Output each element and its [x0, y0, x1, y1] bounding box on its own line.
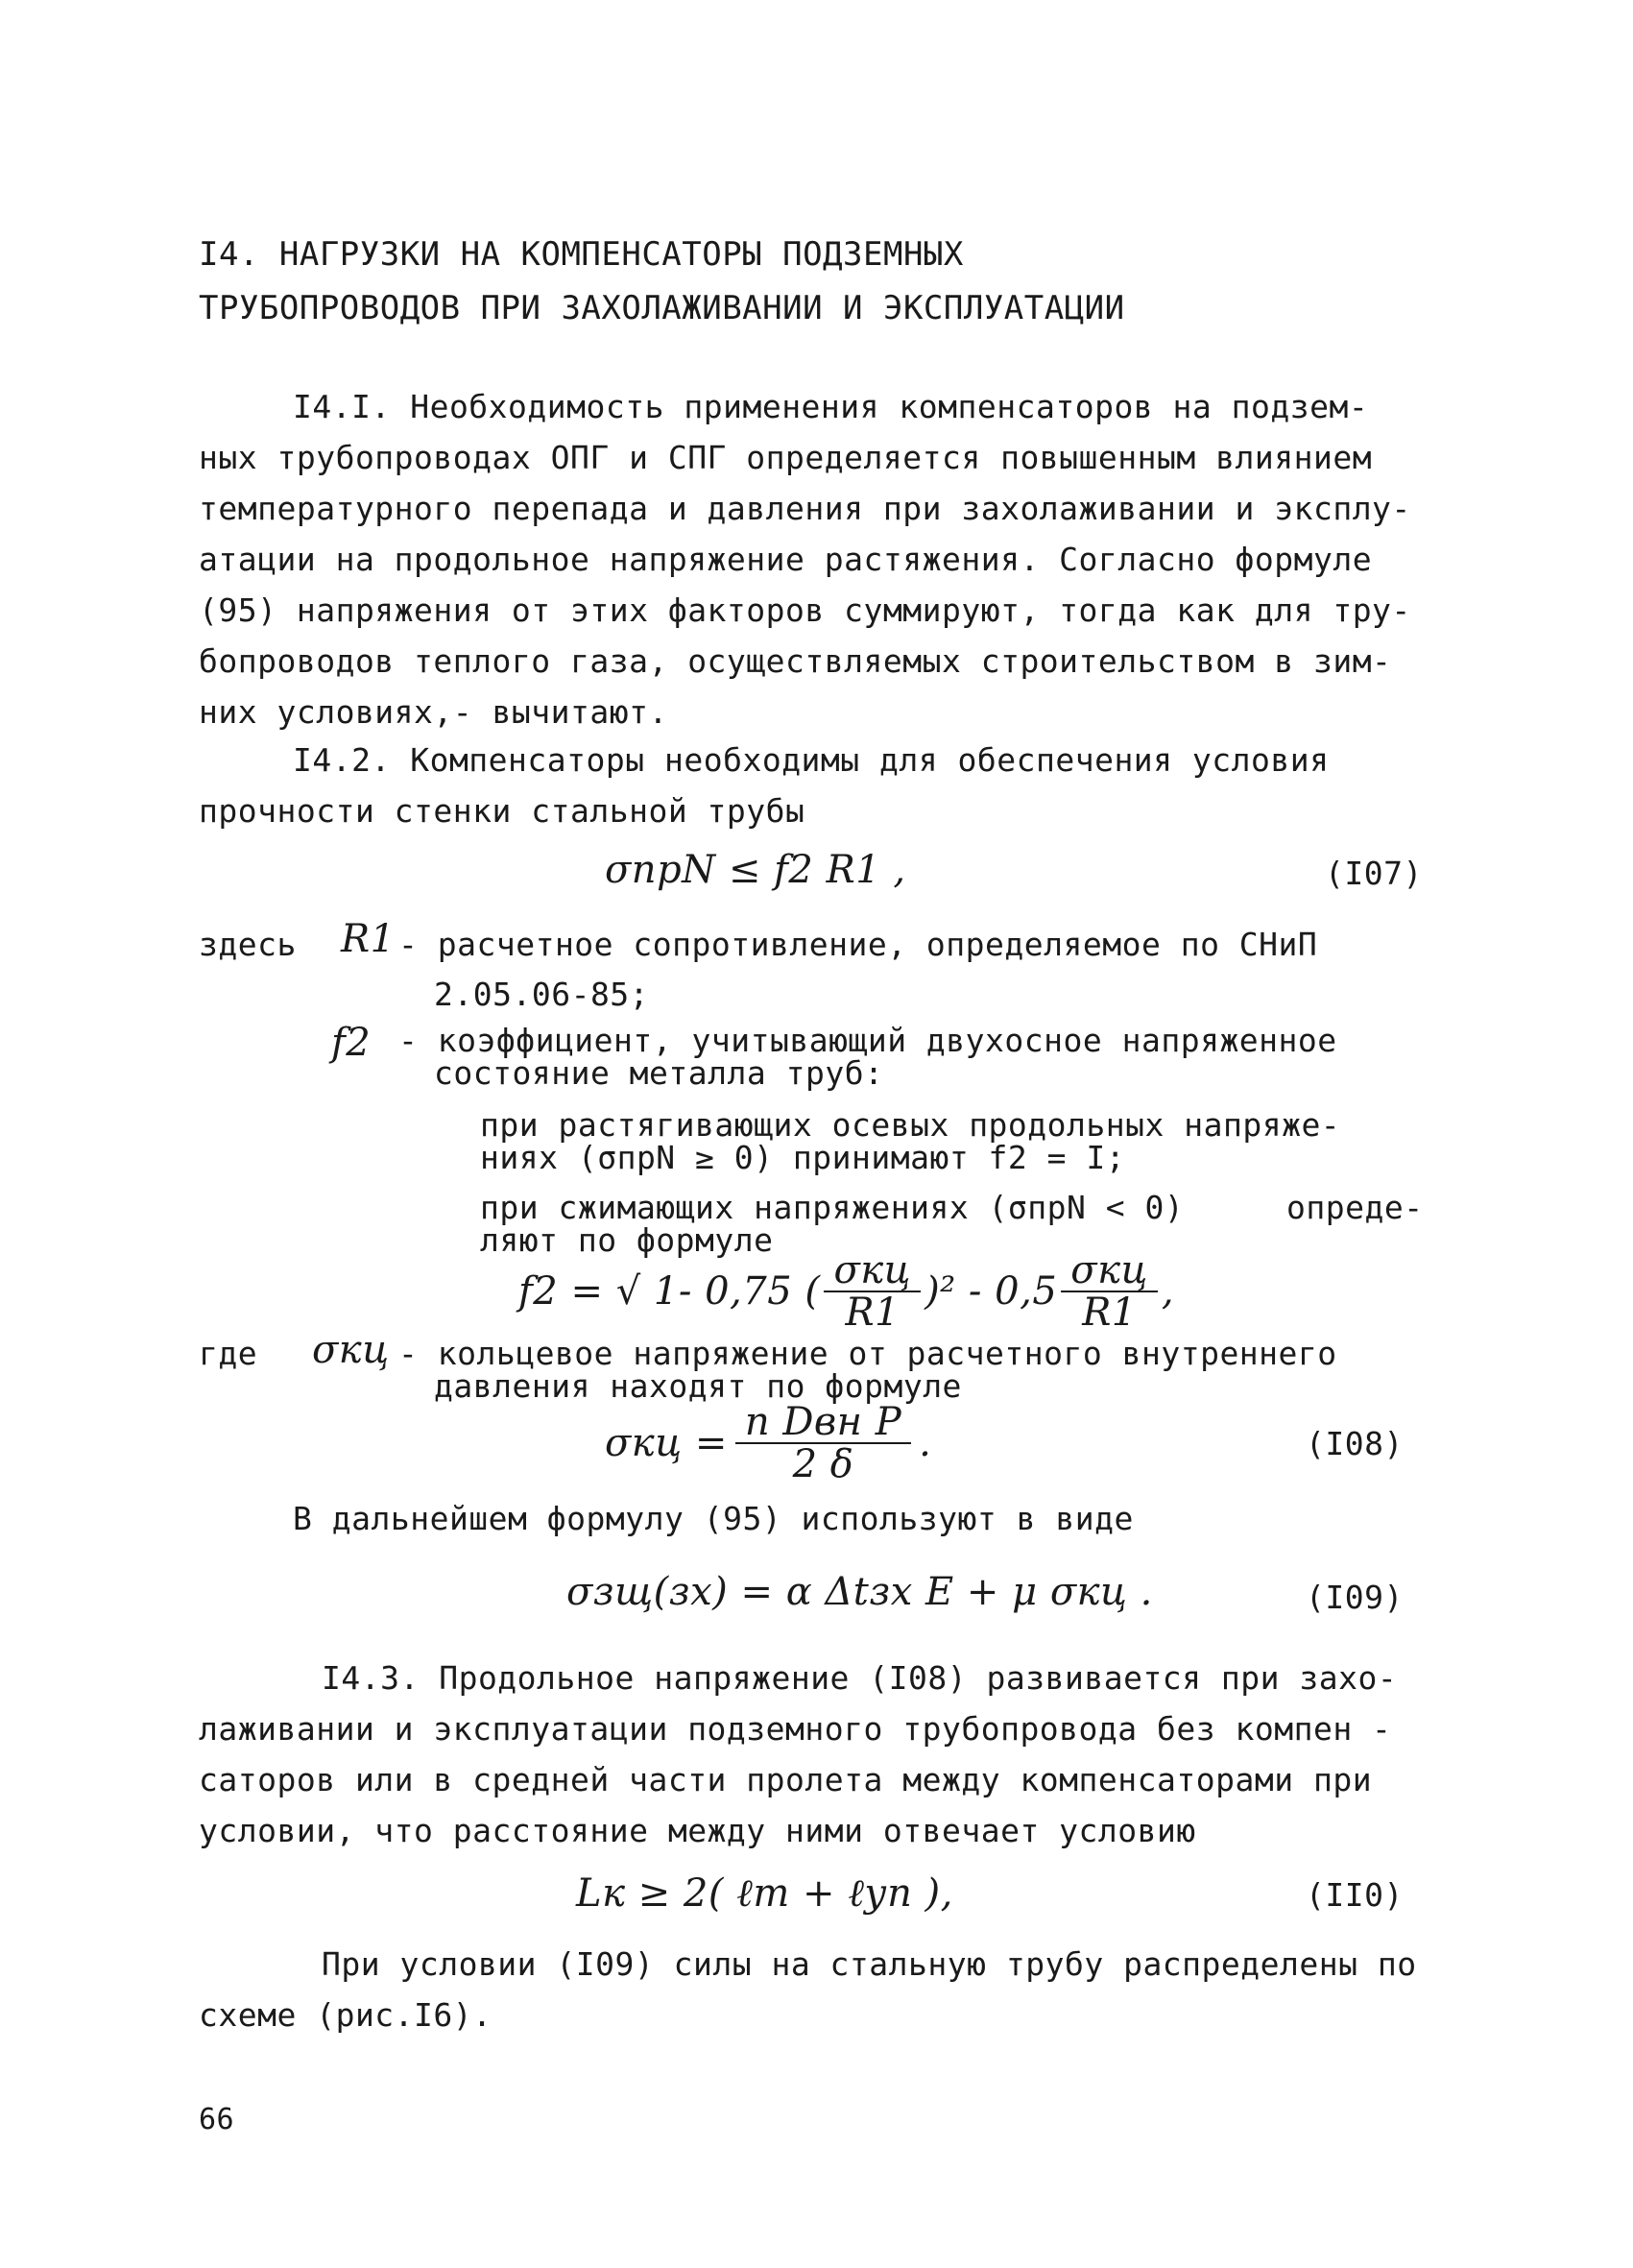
paragraph-last-line: При условии (I09) силы на стальную трубу распределены по — [322, 1945, 1417, 1983]
f2-symbol: f2 — [331, 1021, 372, 1065]
formula-f2-end: , — [1161, 1269, 1175, 1314]
paragraph-14-2-line: I4.2. Компенсаторы необходимы для обеспечения условия — [293, 741, 1330, 779]
paragraph-last-line: схеме (рис.I6). — [199, 1996, 492, 2034]
formula-110: Lк ≥ 2( ℓm + ℓуп ), — [576, 1871, 953, 1916]
page-number: 66 — [199, 2103, 235, 2136]
r1-symbol: R1 — [341, 917, 396, 961]
tension-condition: при растягивающих осевых продольных напряже- — [480, 1106, 1341, 1144]
paragraph-14-1-line: ных трубопроводах ОПГ и СПГ определяется повышенным влиянием — [199, 439, 1373, 476]
r1-definition: - расчетное сопротивление, определяемое по СНиП — [398, 926, 1318, 963]
fraction-denominator: R1 — [1082, 1291, 1137, 1335]
formula-f2-mid: )² - 0,5 — [925, 1269, 1058, 1314]
formula-107: σпрN ≤ f2 R1 , — [605, 848, 906, 892]
formula-f2-fraction-2 — [1061, 1250, 1158, 1333]
paragraph-14-1-line: температурного перепада и давления при захолаживании и эксплу- — [199, 490, 1411, 527]
compression-condition: при сжимающих напряжениях (σпрN < 0) — [480, 1189, 1185, 1226]
paragraph-14-3-line: лаживании и эксплуатации подземного трубопровода без компен - — [199, 1710, 1392, 1748]
r1-definition-cont: 2.05.06-85; — [434, 976, 650, 1013]
formula-108-end: . — [919, 1421, 932, 1465]
tension-condition-cont: ниях (σпрN ≥ 0) принимают f2 = I; — [480, 1139, 1126, 1176]
paragraph-14-3-line: условии, что расстояние между ними отвечает условию — [199, 1812, 1196, 1849]
formula-109: σзщ(зх) = α Δtзх E + μ σкц . — [566, 1570, 1153, 1614]
paragraph-14-1-line: атации на продольное напряжение растяжения. Согласно формуле — [199, 541, 1373, 578]
sigma-kc-definition-cont: давления находят по формуле — [434, 1367, 962, 1405]
section-title-line-1: I4. НАГРУЗКИ НА КОМПЕНСАТОРЫ ПОДЗЕМНЫХ — [199, 235, 964, 274]
here-label: здесь — [199, 926, 297, 963]
paragraph-14-3-line: I4.3. Продольное напряжение (I08) развивается при захо- — [322, 1659, 1398, 1697]
f2-definition: - коэффициент, учитывающий двухосное напряженное — [398, 1022, 1337, 1059]
fraction-numerator: σкц — [824, 1250, 921, 1292]
formula-108 — [605, 1400, 931, 1486]
equation-number-107: (I07) — [1325, 855, 1423, 892]
paragraph-14-1-line: I4.I. Необходимость применения компенсаторов на подзем- — [293, 388, 1369, 425]
formula-108-lhs: σкц = — [605, 1421, 728, 1465]
equation-number-108: (I08) — [1306, 1425, 1404, 1462]
paragraph-14-1-line: бопроводов теплого газа, осуществляемых строительством в зим- — [199, 642, 1392, 680]
formula-f2-left: f2 = √ 1- 0,75 ( — [518, 1269, 821, 1314]
f2-definition-cont: состояние металла труб: — [434, 1054, 884, 1092]
equation-number-109: (I09) — [1306, 1579, 1404, 1616]
sigma-kc-symbol: σкц — [312, 1328, 390, 1372]
formula-f2 — [518, 1248, 1174, 1335]
fraction-denominator: R1 — [845, 1291, 901, 1335]
fraction-numerator: σкц — [1061, 1250, 1158, 1292]
compression-condition-cont: ляют по формуле — [480, 1221, 774, 1259]
paragraph-14-3-line: саторов или в средней части пролета между компенсаторами при — [199, 1761, 1373, 1798]
paragraph-further: В дальнейшем формулу (95) используют в виде — [293, 1500, 1134, 1537]
where-label: где — [199, 1335, 258, 1372]
formula-f2-fraction — [824, 1250, 921, 1333]
compression-condition-end: опреде- — [1286, 1189, 1424, 1226]
fraction-numerator: n Dвн P — [735, 1402, 911, 1444]
fraction-denominator: 2 δ — [792, 1442, 854, 1486]
equation-number-110: (II0) — [1306, 1876, 1404, 1914]
formula-108-fraction — [735, 1402, 911, 1484]
paragraph-14-1-line: них условиях,- вычитают. — [199, 693, 668, 731]
paragraph-14-1-line: (95) напряжения от этих факторов суммируют, тогда как для тру- — [199, 591, 1411, 629]
sigma-kc-definition: - кольцевое напряжение от расчетного внутреннего — [398, 1335, 1337, 1372]
section-title-line-2: ТРУБОПРОВОДОВ ПРИ ЗАХОЛАЖИВАНИИ И ЭКСПЛУАТАЦИИ — [199, 289, 1125, 327]
paragraph-14-2-line: прочности стенки стальной трубы — [199, 792, 805, 830]
